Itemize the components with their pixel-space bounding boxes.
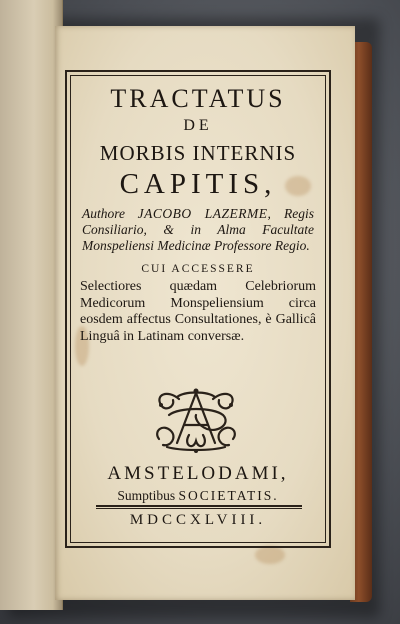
cui-accessere: CUI ACCESSERE bbox=[141, 263, 255, 275]
title-morbis-internis: MORBIS INTERNIS bbox=[99, 141, 297, 165]
author-statement bbox=[82, 206, 314, 254]
imprint-block bbox=[78, 463, 318, 505]
publisher-name: SOCIETATIS. bbox=[178, 488, 279, 503]
imprint-year: MDCCXLVIII. bbox=[129, 512, 267, 528]
imprint-rule-thin bbox=[96, 508, 302, 509]
imprint-publisher bbox=[78, 487, 318, 505]
printers-ornament-icon bbox=[149, 385, 243, 455]
title-block bbox=[78, 80, 318, 345]
title-de: DE bbox=[183, 117, 213, 134]
imprint-rule bbox=[96, 505, 302, 507]
facing-page-edge bbox=[0, 0, 63, 610]
imprint-city: AMSTELODAMI, bbox=[107, 463, 289, 484]
author-titles: Regis Consiliario, & in Alma Facultate Monspeliensi Medicinæ Professore Regio. bbox=[82, 206, 314, 253]
foxing-spot bbox=[255, 546, 285, 564]
publisher-prefix: Sumptibus bbox=[117, 488, 179, 503]
author-name: JACOBO LAZERME, bbox=[137, 206, 272, 221]
title-tractatus: TRACTATUS bbox=[110, 84, 286, 113]
author-prefix: Authore bbox=[82, 206, 138, 221]
title-capitis: CAPITIS, bbox=[119, 168, 277, 200]
contents-description: Selectiores quædam Celebriorum Medicorum Monspeliensium circa eosdem affectus Consultationes, è Gallicâ Linguâ in Latinam conversæ. bbox=[80, 279, 316, 344]
